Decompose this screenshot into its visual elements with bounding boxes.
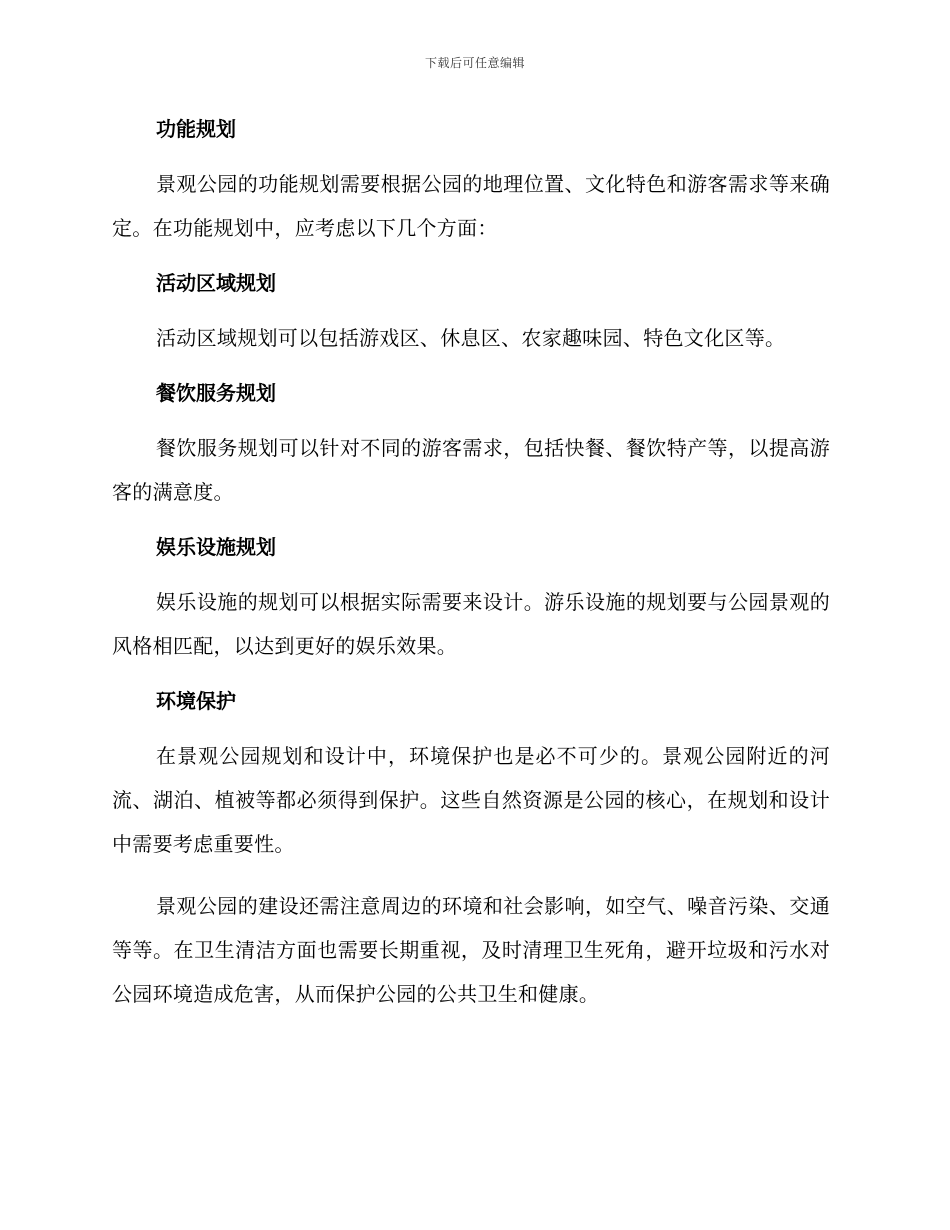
paragraph-environmental-protection-2: 景观公园的建设还需注意周边的环境和社会影响，如空气、噪音污染、交通等等。在卫生清洁方面也需要长期重视，及时清理卫生死角，避开垃圾和污水对公园环境造成危害，从而保护公园的公共卫生和健康。	[112, 894, 830, 1006]
paragraph-functional-planning: 景观公园的功能规划需要根据公园的地理位置、文化特色和游客需求等来确定。在功能规划中，应考虑以下几个方面：	[112, 172, 830, 240]
document-body	[112, 110, 830, 1016]
paragraph-environmental-protection-1: 在景观公园规划和设计中，环境保护也是必不可少的。景观公园附近的河流、湖泊、植被等都必须得到保护。这些自然资源是公园的核心，在规划和设计中需要考虑重要性。	[112, 744, 830, 856]
paragraph-activity-area: 活动区域规划可以包括游戏区、休息区、农家趣味园、特色文化区等。	[156, 326, 786, 350]
section-heading-dining-service: 餐饮服务规划	[156, 381, 276, 405]
section-heading-entertainment-facilities: 娱乐设施规划	[156, 535, 276, 559]
section-heading-environmental-protection: 环境保护	[156, 689, 236, 713]
paragraph-entertainment-facilities: 娱乐设施的规划可以根据实际需要来设计。游乐设施的规划要与公园景观的风格相匹配，以达到更好的娱乐效果。	[112, 590, 830, 658]
page-header-note: 下载后可任意编辑	[424, 56, 525, 70]
section-heading-activity-area: 活动区域规划	[156, 271, 276, 295]
paragraph-dining-service: 餐饮服务规划可以针对不同的游客需求，包括快餐、餐饮特产等，以提高游客的满意度。	[112, 436, 830, 504]
section-heading-functional-planning: 功能规划	[156, 117, 236, 141]
